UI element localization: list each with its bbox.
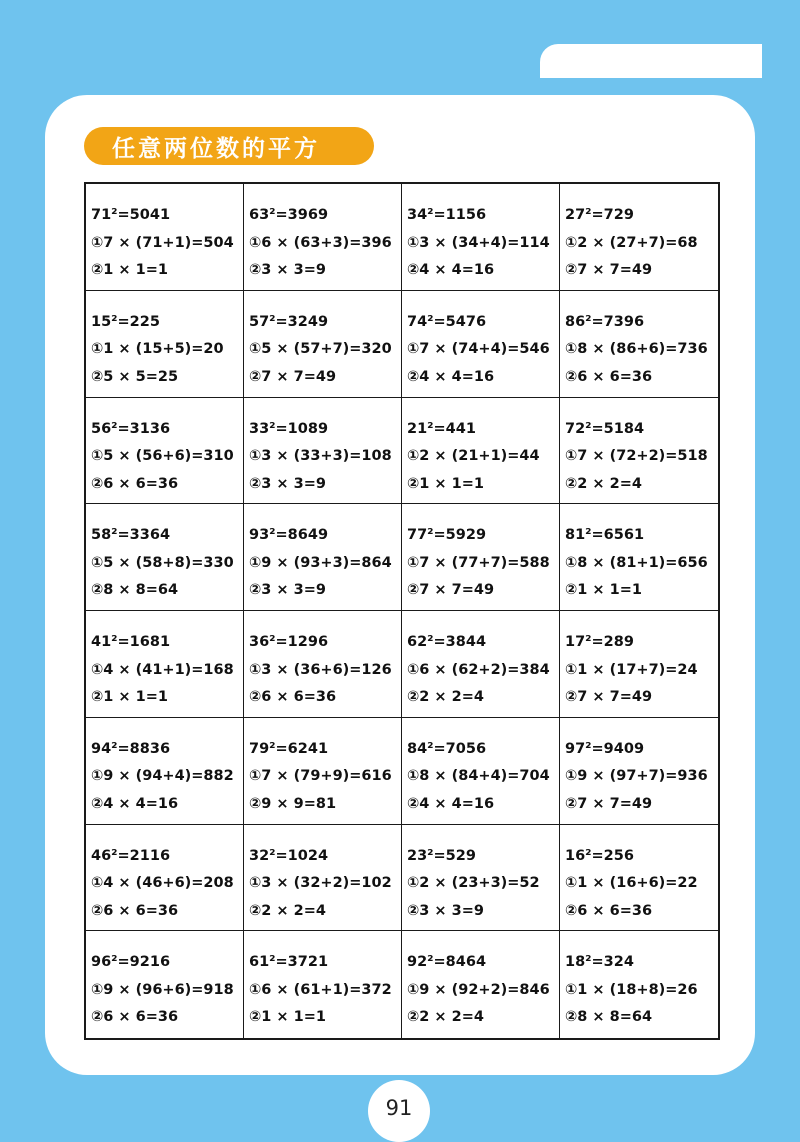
step-two: ②6 × 6=36 (565, 902, 653, 919)
square-equation: 33²=1089 (249, 420, 329, 437)
grid-cell (560, 931, 718, 1038)
square-equation: 96²=9216 (91, 954, 171, 971)
step-two: ②8 × 8=64 (91, 582, 179, 599)
step-one: ①9 × (96+6)=918 (91, 981, 234, 998)
step-one: ①4 × (46+6)=208 (91, 875, 234, 891)
step-two: ②6 × 6=36 (91, 902, 179, 919)
square-equation: 81²=6561 (565, 527, 645, 544)
grid-cell (244, 291, 402, 398)
square-equation: 17²=289 (565, 634, 634, 650)
step-two: ②3 × 3=9 (249, 475, 326, 492)
title-banner (84, 127, 374, 165)
step-one: ①2 × (23+3)=52 (407, 875, 540, 891)
grid-cell (86, 931, 244, 1038)
square-equation: 32²=1024 (249, 847, 329, 864)
square-equation: 94²=8836 (91, 740, 171, 757)
square-equation: 56²=3136 (91, 420, 171, 437)
step-one: ①7 × (77+7)=588 (407, 554, 550, 571)
grid-cell (86, 184, 244, 291)
grid-cell (560, 291, 718, 398)
step-one: ①3 × (34+4)=114 (407, 234, 550, 251)
square-equation: 92²=8464 (407, 954, 487, 971)
square-equation: 23²=529 (407, 847, 476, 864)
square-equation: 57²=3249 (249, 313, 329, 330)
step-two: ②4 × 4=16 (407, 262, 495, 278)
grid-cell (244, 931, 402, 1038)
step-one: ①3 × (33+3)=108 (249, 448, 392, 464)
step-one: ①1 × (15+5)=20 (91, 341, 224, 358)
square-equation: 63²=3969 (249, 207, 329, 223)
step-one: ①9 × (97+7)=936 (565, 768, 708, 785)
step-two: ②4 × 4=16 (407, 795, 495, 812)
step-one: ①5 × (56+6)=310 (91, 448, 234, 464)
step-one: ①8 × (81+1)=656 (565, 554, 708, 571)
grid-cell (402, 931, 560, 1038)
grid-cell (86, 398, 244, 505)
step-two: ②2 × 2=4 (249, 902, 326, 919)
square-equation: 77²=5929 (407, 527, 487, 544)
grid-cell (86, 611, 244, 718)
page-number-badge (368, 1080, 430, 1142)
step-two: ②6 × 6=36 (249, 689, 337, 705)
square-equation: 18²=324 (565, 954, 634, 971)
grid-cell (402, 504, 560, 611)
grid-cell (244, 184, 402, 291)
square-equation: 86²=7396 (565, 313, 645, 330)
grid-cell (402, 611, 560, 718)
decorative-top-tab (540, 44, 762, 78)
step-one: ①7 × (74+4)=546 (407, 341, 550, 358)
step-one: ①8 × (84+4)=704 (407, 768, 550, 785)
grid-cell (402, 825, 560, 932)
square-equation: 74²=5476 (407, 313, 487, 330)
step-two: ②3 × 3=9 (407, 902, 484, 919)
grid-cell (402, 398, 560, 505)
grid-cell (244, 718, 402, 825)
step-one: ①2 × (27+7)=68 (565, 234, 698, 251)
step-two: ②7 × 7=49 (407, 582, 495, 599)
step-two: ②8 × 8=64 (565, 1009, 653, 1026)
square-equation: 16²=256 (565, 847, 634, 864)
grid-cell (244, 611, 402, 718)
step-two: ②4 × 4=16 (407, 368, 495, 385)
step-one: ①4 × (41+1)=168 (91, 661, 234, 678)
square-equation: 71²=5041 (91, 207, 171, 223)
step-two: ②1 × 1=1 (407, 475, 484, 492)
grid-cell (560, 184, 718, 291)
grid-cell (560, 718, 718, 825)
step-one: ①8 × (86+6)=736 (565, 341, 708, 358)
grid-cell (86, 291, 244, 398)
step-one: ①7 × (72+2)=518 (565, 448, 708, 464)
square-equation: 27²=729 (565, 207, 634, 223)
square-equation: 61²=3721 (249, 954, 329, 971)
step-one: ①9 × (92+2)=846 (407, 981, 550, 998)
step-one: ①1 × (18+8)=26 (565, 981, 698, 998)
step-two: ②7 × 7=49 (565, 262, 653, 278)
grid-cell (86, 825, 244, 932)
grid-cell (86, 504, 244, 611)
square-equation: 41²=1681 (91, 634, 171, 650)
square-equation: 15²=225 (91, 313, 160, 330)
step-one: ①3 × (32+2)=102 (249, 875, 392, 891)
step-one: ①7 × (79+9)=616 (249, 768, 392, 785)
square-equation: 97²=9409 (565, 740, 645, 757)
step-two: ②4 × 4=16 (91, 795, 179, 812)
step-two: ②6 × 6=36 (91, 1009, 179, 1026)
grid-cell (402, 718, 560, 825)
square-equation: 62²=3844 (407, 634, 487, 650)
step-two: ②1 × 1=1 (91, 689, 168, 705)
grid-cell (402, 184, 560, 291)
step-one: ①3 × (36+6)=126 (249, 661, 392, 678)
step-one: ①1 × (16+6)=22 (565, 875, 698, 891)
step-two: ②2 × 2=4 (407, 689, 484, 705)
square-equation: 46²=2116 (91, 847, 171, 864)
step-one: ①6 × (61+1)=372 (249, 981, 392, 998)
step-one: ①2 × (21+1)=44 (407, 448, 540, 464)
step-two: ②9 × 9=81 (249, 795, 337, 812)
grid-cell (244, 398, 402, 505)
page-number: 91 (385, 1096, 413, 1120)
step-one: ①9 × (93+3)=864 (249, 554, 392, 571)
step-two: ②7 × 7=49 (565, 795, 653, 812)
step-two: ②1 × 1=1 (249, 1009, 326, 1026)
step-one: ①7 × (71+1)=504 (91, 234, 234, 251)
step-two: ②7 × 7=49 (565, 689, 653, 705)
step-two: ②6 × 6=36 (565, 368, 653, 385)
square-equation: 34²=1156 (407, 207, 487, 223)
grid-cell (560, 398, 718, 505)
step-one: ①6 × (62+2)=384 (407, 661, 550, 678)
grid-cell (402, 291, 560, 398)
page-title: 任意两位数的平方 (112, 135, 320, 162)
square-equation: 58²=3364 (91, 527, 171, 544)
grid-cell (560, 504, 718, 611)
exercise-grid (84, 182, 720, 1040)
step-two: ②1 × 1=1 (91, 262, 168, 278)
step-two: ②1 × 1=1 (565, 582, 642, 599)
grid-cell (244, 504, 402, 611)
square-equation: 36²=1296 (249, 634, 329, 650)
grid-cell (244, 825, 402, 932)
grid-cell (560, 825, 718, 932)
step-one: ①5 × (57+7)=320 (249, 341, 392, 358)
step-two: ②2 × 2=4 (407, 1009, 484, 1026)
square-equation: 84²=7056 (407, 740, 487, 757)
square-equation: 79²=6241 (249, 740, 329, 757)
step-two: ②3 × 3=9 (249, 582, 326, 599)
grid-cell (86, 718, 244, 825)
step-two: ②5 × 5=25 (91, 368, 179, 385)
grid-cell (560, 611, 718, 718)
step-two: ②7 × 7=49 (249, 368, 337, 385)
square-equation: 72²=5184 (565, 420, 645, 437)
step-one: ①6 × (63+3)=396 (249, 234, 392, 251)
step-two: ②2 × 2=4 (565, 475, 642, 492)
square-equation: 21²=441 (407, 420, 476, 437)
step-one: ①9 × (94+4)=882 (91, 768, 234, 785)
step-one: ①5 × (58+8)=330 (91, 554, 234, 571)
step-two: ②3 × 3=9 (249, 262, 326, 278)
square-equation: 93²=8649 (249, 527, 329, 544)
step-one: ①1 × (17+7)=24 (565, 661, 698, 678)
step-two: ②6 × 6=36 (91, 475, 179, 492)
